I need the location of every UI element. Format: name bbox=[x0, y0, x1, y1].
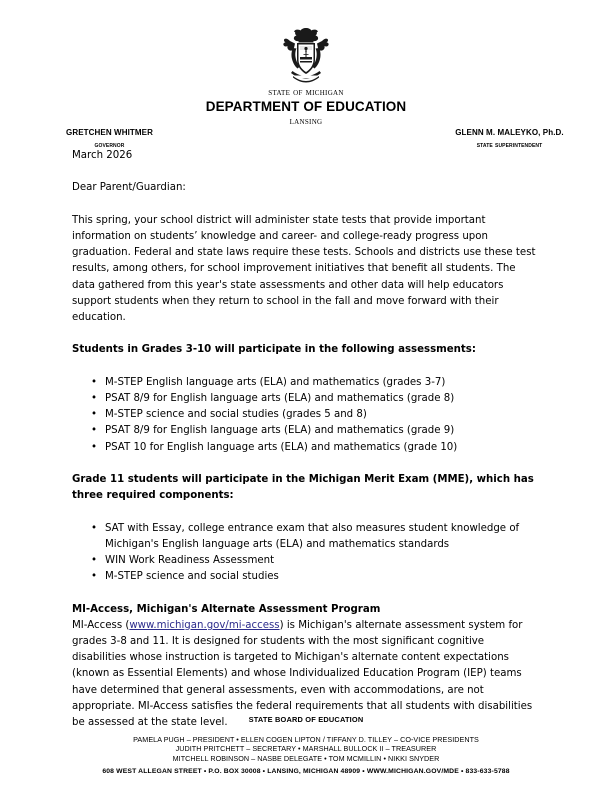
letterhead bbox=[0, 26, 612, 149]
masthead bbox=[0, 86, 612, 128]
letter-body bbox=[72, 148, 541, 731]
governor-title: governor bbox=[94, 139, 125, 149]
list-item-label: PSAT 8/9 for English language arts (ELA) and mathematics (grade 8) bbox=[105, 392, 455, 404]
spacer bbox=[72, 359, 541, 375]
grade-11-heading: Grade 11 students will participate in the Michigan Merit Exam (MME), which has three required components: bbox=[72, 473, 534, 502]
spacer bbox=[72, 456, 541, 472]
superintendent-title: state superintendent bbox=[476, 139, 543, 149]
board-members-line: MITCHELL ROBINSON – NASBE DELEGATE • TOM MCMILLIN • NIKKI SNYDER bbox=[172, 753, 440, 763]
bullet-icon: • bbox=[91, 376, 98, 388]
list-item bbox=[72, 553, 541, 569]
list-item bbox=[72, 521, 541, 553]
intro-paragraph: This spring, your school district will administer state tests that provide important information on students’ knowledge and career- and college-ready progress upon graduation. Federal and state laws require these tests. Schools and districts use these test results, among others, for school improvement initiatives that benefit all students. The data gathered from this year's state assessments and other data will help educators support students when they return to school in the fall and move forward with their education. bbox=[72, 214, 536, 323]
list-item-label: SAT with Essay, college entrance exam that also measures student knowledge of Michigan's English language arts (ELA) and mathematics standards bbox=[105, 522, 520, 550]
list-item-label: M-STEP English language arts (ELA) and mathematics (grades 3-7) bbox=[105, 376, 446, 388]
spacer bbox=[72, 585, 541, 601]
list-item bbox=[72, 391, 541, 407]
bullet-icon: • bbox=[91, 522, 98, 534]
department-line: DEPARTMENT OF EDUCATION bbox=[205, 99, 407, 114]
bullet-icon: • bbox=[91, 554, 98, 566]
mi-access-text-after-link: ) is Michigan's alternate assessment system for grades 3-8 and 11. It is designed for students with the most significant cognitive disabilities whose instruction is targeted to Michigan's alternate content expectations (known as Essential Elements) and whose Individualized Education Program (IEP) teams have determined that general assessments, even with accommodations, are not appropriate. MI-Access satisfies the federal requirements that all students with disabilities be assessed at the state level. bbox=[72, 619, 533, 728]
board-members bbox=[0, 735, 612, 763]
bullet-icon: • bbox=[91, 392, 98, 404]
list-item bbox=[72, 407, 541, 423]
salutation: Dear Parent/Guardian: bbox=[72, 182, 186, 194]
board-title: STATE BOARD OF EDUCATION bbox=[248, 715, 364, 724]
governor-name: GRETCHEN WHITMER bbox=[66, 128, 153, 137]
list-item bbox=[72, 569, 541, 585]
michigan-coat-of-arms-seal-icon bbox=[283, 26, 329, 84]
list-item-label: M-STEP science and social studies bbox=[105, 571, 279, 583]
spacer bbox=[72, 326, 541, 342]
list-item-label: PSAT 8/9 for English language arts (ELA) and mathematics (grade 9) bbox=[105, 425, 455, 437]
state-line: state of michigan bbox=[268, 87, 344, 98]
board-members-line: PAMELA PUGH – PRESIDENT • ELLEN COGEN LIPTON / TIFFANY D. TILLEY – CO-VICE PRESIDENTS bbox=[133, 735, 479, 744]
mi-access-text-before-link: MI-Access ( bbox=[72, 619, 130, 631]
bullet-icon: • bbox=[91, 425, 98, 437]
spacer bbox=[72, 164, 541, 180]
spacer bbox=[72, 197, 541, 213]
footer-address: 608 WEST ALLEGAN STREET • P.O. BOX 30008 • LANSING, MICHIGAN 48909 • WWW.MICHIGAN.GOV/MDE • 833-633-5788 bbox=[102, 768, 510, 775]
governor-block bbox=[22, 127, 197, 150]
list-item-label: PSAT 10 for English language arts (ELA) and mathematics (grade 10) bbox=[105, 441, 458, 453]
bullet-icon: • bbox=[91, 571, 98, 583]
superintendent-name: GLENN M. MALEYKO, Ph.D. bbox=[455, 128, 564, 137]
list-item-label: M-STEP science and social studies (grades 5 and 8) bbox=[105, 409, 367, 421]
grade-11-list bbox=[72, 521, 541, 586]
list-item bbox=[72, 440, 541, 456]
seal-container bbox=[0, 26, 612, 84]
list-item bbox=[72, 375, 541, 391]
mi-access-heading: MI-Access, Michigan's Alternate Assessment Program bbox=[72, 603, 381, 615]
mi-access-link[interactable]: www.michigan.gov/mi-access bbox=[129, 619, 280, 631]
grades-3-10-heading: Students in Grades 3-10 will participate in the following assessments: bbox=[72, 344, 476, 356]
bullet-icon: • bbox=[91, 441, 98, 453]
list-item bbox=[72, 423, 541, 439]
grades-3-10-list bbox=[72, 375, 541, 456]
city-line: lansing bbox=[289, 116, 323, 127]
bullet-icon: • bbox=[91, 409, 98, 421]
list-item-label: WIN Work Readiness Assessment bbox=[105, 554, 275, 566]
superintendent-block bbox=[417, 127, 602, 150]
letter-date: March 2026 bbox=[72, 150, 133, 161]
board-members-line: JUDITH PRITCHETT – SECRETARY • MARSHALL BULLOCK II – TREASURER bbox=[175, 744, 437, 754]
spacer bbox=[72, 504, 541, 520]
